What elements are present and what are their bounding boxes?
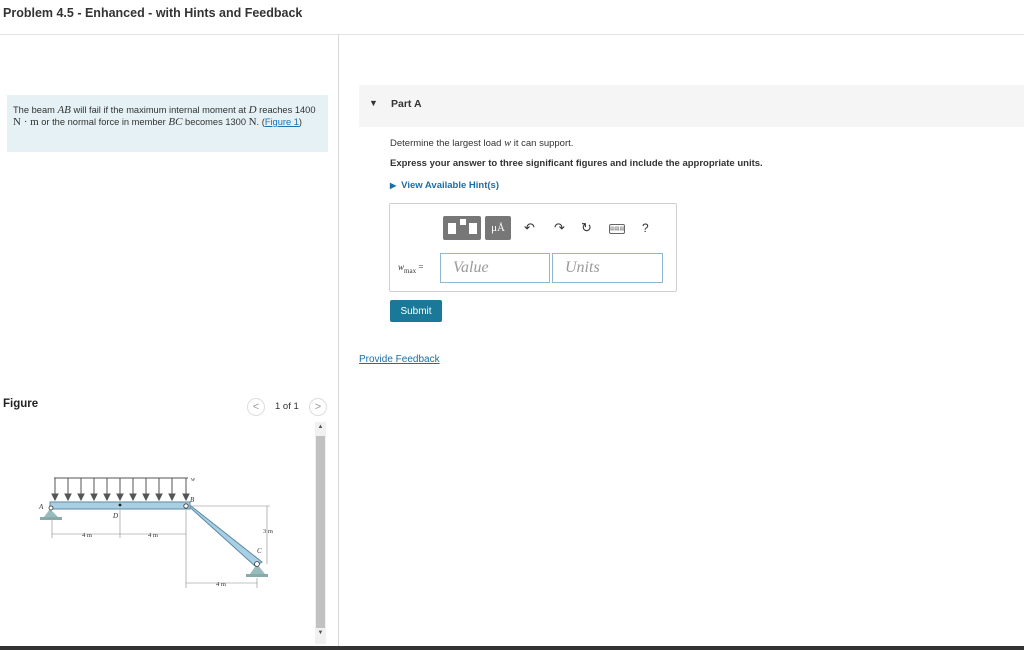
figure-label: Figure <box>3 398 39 410</box>
dim-1: 4 m <box>82 532 92 539</box>
problem-text: . ( <box>256 117 265 127</box>
load-symbol: w <box>504 138 512 149</box>
question-part: Determine the largest load <box>390 138 505 149</box>
scrollbar-thumb[interactable] <box>316 436 325 628</box>
question-text <box>390 138 573 149</box>
scroll-down-icon[interactable]: ▼ <box>317 630 324 636</box>
keyboard-icon[interactable]: ▤▤▤ <box>610 226 625 232</box>
label-a: A <box>39 503 44 511</box>
caret-right-icon: ▶ <box>390 181 397 190</box>
pane-divider <box>338 35 339 647</box>
problem-text: or the normal force in member <box>38 117 169 127</box>
caret-down-icon[interactable]: ▼ <box>369 98 378 108</box>
header-divider <box>0 34 1024 35</box>
point-d-marker <box>119 504 122 507</box>
distributed-load <box>52 478 189 500</box>
problem-text: The beam <box>13 105 58 115</box>
bottom-bar <box>0 646 1024 650</box>
reset-icon[interactable]: ↻ <box>581 220 592 235</box>
problem-text: will fail if the maximum internal moment at <box>70 105 249 115</box>
label-c: C <box>257 547 262 555</box>
units-input[interactable] <box>552 253 663 283</box>
hints-label: View Available Hint(s) <box>401 180 499 191</box>
support-c <box>246 562 268 577</box>
problem-text: becomes 1300 <box>182 117 249 127</box>
problem-text: reaches 1400 <box>256 105 316 115</box>
label-w: w <box>191 477 196 483</box>
beam-symbol: AB <box>57 104 71 116</box>
variable-subscript: max <box>404 266 417 275</box>
undo-icon[interactable]: ↶ <box>524 220 535 235</box>
view-hints-link[interactable] <box>390 180 499 191</box>
scroll-up-icon[interactable]: ▲ <box>317 424 324 430</box>
equals-sign: = <box>418 262 424 272</box>
instruction-text: Express your answer to three significant figures and include the appropriate units. <box>390 158 763 169</box>
dim-2: 4 m <box>148 532 158 539</box>
value-input[interactable] <box>440 253 550 283</box>
member-symbol: BC <box>168 116 183 128</box>
label-b: B <box>190 496 195 504</box>
force-unit: N <box>248 116 257 128</box>
submit-button[interactable]: Submit <box>390 300 442 322</box>
figure-link[interactable]: Figure 1 <box>264 117 299 127</box>
variable-label <box>398 262 423 275</box>
chevron-right-icon[interactable]: > <box>309 398 327 416</box>
variable-symbol: w <box>398 262 405 272</box>
redo-icon[interactable]: ↷ <box>554 220 565 235</box>
problem-text: ) <box>298 117 303 127</box>
pin-b <box>184 504 188 508</box>
chevron-left-icon[interactable]: < <box>247 398 265 416</box>
member-bc <box>184 502 262 566</box>
problem-statement <box>7 95 328 152</box>
units-tool-button[interactable]: μÅ <box>485 216 511 240</box>
moment-unit: N · m <box>13 116 39 128</box>
part-a-title[interactable]: Part A <box>391 98 422 110</box>
question-part: it can support. <box>511 138 574 149</box>
dim-4: 3 m <box>263 528 273 535</box>
dim-3: 4 m <box>216 581 226 588</box>
template-icon[interactable] <box>443 216 481 240</box>
part-a-header[interactable] <box>359 85 1024 127</box>
provide-feedback-link[interactable]: Provide Feedback <box>359 354 440 365</box>
point-symbol: D <box>248 104 257 116</box>
page-title: Problem 4.5 - Enhanced - with Hints and Feedback <box>3 6 303 20</box>
label-d: D <box>113 512 119 520</box>
beam-figure <box>36 470 286 595</box>
help-button[interactable]: ? <box>642 221 649 235</box>
figure-pager: 1 of 1 <box>275 401 299 412</box>
